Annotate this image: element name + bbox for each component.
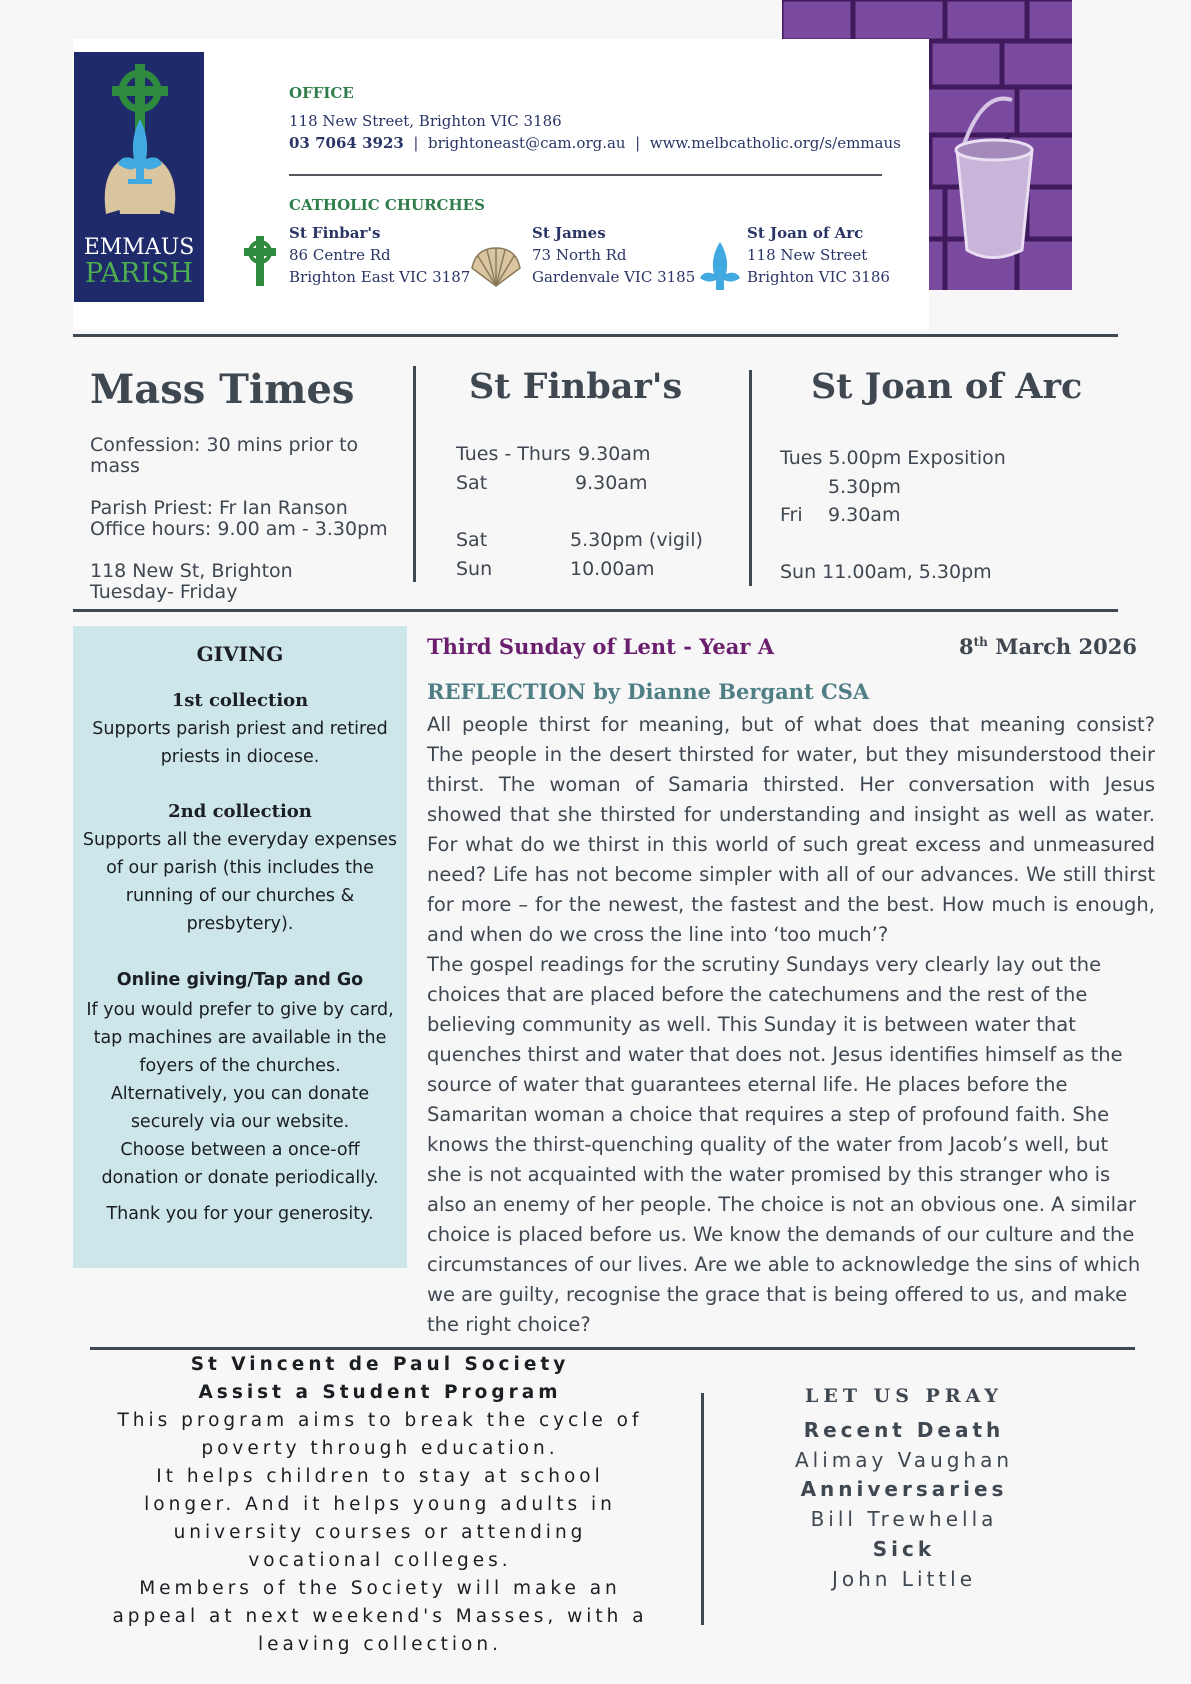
- column-divider: [413, 366, 416, 582]
- finbars-row-1-day: Tues - Thurs: [456, 443, 571, 465]
- collection-1-line: priests in diocese.: [160, 747, 320, 767]
- office-phone: 03 7064 3923: [289, 134, 404, 152]
- giving-panel: [73, 626, 407, 1268]
- section-rule: [73, 334, 1118, 337]
- svdp-line: appeal at next weekend's Masses, with a: [112, 1606, 648, 1627]
- online-giving-line: donation or donate periodically.: [101, 1168, 379, 1188]
- svdp-title: St Vincent de Paul Society: [190, 1354, 570, 1375]
- online-giving-title: Online giving/Tap and Go: [116, 970, 364, 990]
- confession-line-1: Confession: 30 mins prior to: [90, 434, 359, 456]
- parish-logo: [74, 52, 204, 302]
- finbars-row-3-time: 5.30pm (vigil): [570, 529, 703, 551]
- office-heading: OFFICE: [289, 84, 354, 102]
- svdp-line: vocational colleges.: [248, 1550, 512, 1571]
- reflection-line: thirst. The woman of Samaria thirsted. Her conversation with Jesus: [427, 773, 1155, 796]
- logo-text-parish: PARISH: [84, 258, 194, 289]
- reflection-line: knows the thirst-quenching quality of the water from Jacob’s well, but: [427, 1133, 1109, 1156]
- collection-2-line: running of our churches &: [125, 886, 355, 906]
- collection-2-line: presbytery).: [186, 914, 294, 934]
- mass-days: Tuesday- Friday: [90, 581, 238, 603]
- fleur-de-lis-icon: [700, 242, 740, 292]
- reflection-line: we are guilty, recognise the grace that is being offered to us, and make: [427, 1283, 1128, 1306]
- church-name-james: St James: [532, 224, 606, 242]
- recent-death-name: Alimay Vaughan: [794, 1448, 1014, 1472]
- parish-priest: Parish Priest: Fr Ian Ranson: [90, 497, 348, 519]
- online-giving-line: Alternatively, you can donate: [110, 1084, 370, 1104]
- separator: |: [413, 134, 419, 152]
- joan-tues: Tues 5.00pm Exposition: [780, 447, 1006, 469]
- logo-text-emmaus: EMMAUS: [83, 235, 195, 260]
- joan-tues-second: 5.30pm: [828, 476, 901, 498]
- reflection-line: choice is placed before us. We know the demands of our culture and the: [427, 1223, 1135, 1246]
- finbars-row-3-day: Sat: [456, 529, 488, 551]
- church-suburb-joan: Brighton VIC 3186: [747, 268, 890, 286]
- finbars-row-4-day: Sun: [456, 558, 493, 580]
- office-website[interactable]: www.melbcatholic.org/s/emmaus: [649, 134, 901, 152]
- section-rule: [90, 1347, 1135, 1350]
- scallop-shell-icon: [470, 246, 522, 288]
- online-giving-line: tap machines are available in the: [93, 1028, 387, 1048]
- office-address: 118 New Street, Brighton VIC 3186: [289, 112, 562, 130]
- date-day: 8: [959, 634, 974, 659]
- logo-emblem-icon: [102, 64, 178, 224]
- giving-title: GIVING: [196, 642, 284, 666]
- pray-title: LET US PRAY: [805, 1385, 1003, 1407]
- date-suffix: th: [973, 635, 988, 649]
- collection-1-line: Supports parish priest and retired: [92, 719, 388, 739]
- reflection-line: also an enemy of her people. The choice is not an obvious one. A similar: [427, 1193, 1137, 1216]
- online-giving-text: [73, 996, 407, 1192]
- online-giving-line: securely via our website.: [130, 1112, 350, 1132]
- finbars-row-4-time: 10.00am: [570, 558, 655, 580]
- mass-address: 118 New St, Brighton: [90, 560, 293, 582]
- anniversaries-label: Anniversaries: [800, 1477, 1008, 1501]
- church-suburb-james: Gardenvale VIC 3185: [532, 268, 696, 286]
- svdp-body: [60, 1407, 700, 1659]
- joan-fri-time: 9.30am: [828, 504, 901, 526]
- svdp-program-title: Assist a Student Program: [198, 1382, 562, 1403]
- churches-heading: CATHOLIC CHURCHES: [289, 196, 485, 214]
- reflection-line: for more – for the newest, the fastest and the best. How much is enough,: [427, 893, 1155, 916]
- anniversaries-name: Bill Trewhella: [810, 1507, 998, 1531]
- reflection-paragraph-2: [427, 950, 1155, 1340]
- reflection-line: For what do we thirst in this world of such great excess and unmeasured: [427, 833, 1155, 856]
- svdp-line: poverty through education.: [201, 1438, 559, 1459]
- office-email[interactable]: brightoneast@cam.org.au: [427, 134, 626, 152]
- recent-death-label: Recent Death: [803, 1418, 1005, 1442]
- finbars-row-1-time: 9.30am: [578, 443, 651, 465]
- reflection-line: The people in the desert thirsted for water, but they misunderstood their: [427, 743, 1155, 766]
- column-divider: [701, 1393, 704, 1625]
- sick-name: John Little: [831, 1567, 977, 1591]
- reflection-title: REFLECTION by Dianne Bergant CSA: [427, 679, 870, 704]
- church-suburb-finbars: Brighton East VIC 3187: [289, 268, 471, 286]
- svdp-line: Members of the Society will make an: [139, 1578, 621, 1599]
- church-street-joan: 118 New Street: [747, 246, 868, 264]
- confession-line-2: mass: [90, 455, 140, 477]
- online-giving-line: foyers of the churches.: [139, 1056, 341, 1076]
- reflection-line: and when do we cross the line into ‘too much’?: [427, 923, 889, 946]
- joan-fri-day: Fri: [780, 504, 803, 526]
- joan-title: St Joan of Arc: [811, 366, 1083, 407]
- finbars-row-2-time: 9.30am: [575, 472, 648, 494]
- church-street-finbars: 86 Centre Rd: [289, 246, 391, 264]
- online-giving-line: Choose between a once-off: [120, 1140, 360, 1160]
- online-giving-line: If you would prefer to give by card,: [86, 1000, 394, 1020]
- header-divider: [289, 174, 882, 176]
- reflection-line: need? Life has not become simpler with all of our advances. We still thirst: [427, 863, 1155, 886]
- section-rule: [73, 609, 1118, 612]
- church-name-joan: St Joan of Arc: [747, 224, 864, 242]
- office-contact-line: [289, 134, 901, 152]
- finbars-row-2-day: Sat: [456, 472, 488, 494]
- reflection-line: she is not acquainted with the water promised by this stranger who is: [427, 1163, 1111, 1186]
- svdp-line: This program aims to break the cycle of: [117, 1410, 643, 1431]
- reflection-line: quenches thirst and water that does not. Jesus identifies himself as the: [427, 1043, 1123, 1066]
- svdp-line: longer. And it helps young adults in: [144, 1494, 616, 1515]
- reflection-line: source of water that guarantees eternal life. He places before the: [427, 1073, 1068, 1096]
- church-name-finbars: St Finbar's: [289, 224, 381, 242]
- joan-sun: Sun 11.00am, 5.30pm: [780, 561, 992, 583]
- date-rest: March 2026: [995, 634, 1137, 659]
- sick-label: Sick: [872, 1537, 936, 1561]
- reflection-line: choices that are placed before the catechumens and the rest of the: [427, 983, 1088, 1006]
- collection-1-title: 1st collection: [171, 690, 309, 711]
- reflection-line: showed that she thirsted for understanding and insight as well as water.: [427, 803, 1155, 826]
- sunday-title: Third Sunday of Lent - Year A: [427, 634, 775, 659]
- giving-thanks: Thank you for your generosity.: [106, 1204, 374, 1224]
- church-street-james: 73 North Rd: [532, 246, 627, 264]
- collection-1-text: [73, 715, 407, 771]
- separator: |: [635, 134, 641, 152]
- office-hours: Office hours: 9.00 am - 3.30pm: [90, 518, 388, 540]
- collection-2-text: [73, 826, 407, 938]
- mass-times-title: Mass Times: [90, 366, 355, 413]
- sunday-date: [959, 634, 1137, 659]
- reflection-line: believing community as well. This Sunday it is between water that: [427, 1013, 1076, 1036]
- reflection-paragraph-1: [427, 710, 1155, 950]
- finbars-title: St Finbar's: [469, 366, 683, 407]
- collection-2-title: 2nd collection: [168, 801, 312, 822]
- reflection-line: All people thirst for meaning, but of what does that meaning consist?: [427, 713, 1155, 736]
- svdp-line: It helps children to stay at school: [156, 1466, 604, 1487]
- collection-2-line: of our parish (this includes the: [106, 858, 374, 878]
- celtic-cross-icon: [242, 236, 278, 286]
- reflection-line: The gospel readings for the scrutiny Sundays very clearly lay out the: [427, 953, 1102, 976]
- collection-2-line: Supports all the everyday expenses: [82, 830, 398, 850]
- reflection-line: the right choice?: [427, 1313, 591, 1336]
- svdp-line: university courses or attending: [173, 1522, 587, 1543]
- reflection-line: Samaritan woman a choice that requires a step of profound faith. She: [427, 1103, 1110, 1126]
- reflection-line: circumstances of our lives. Are we able to acknowledge the sins of which: [427, 1253, 1141, 1276]
- column-divider: [749, 370, 752, 586]
- svdp-line: leaving collection.: [258, 1634, 502, 1655]
